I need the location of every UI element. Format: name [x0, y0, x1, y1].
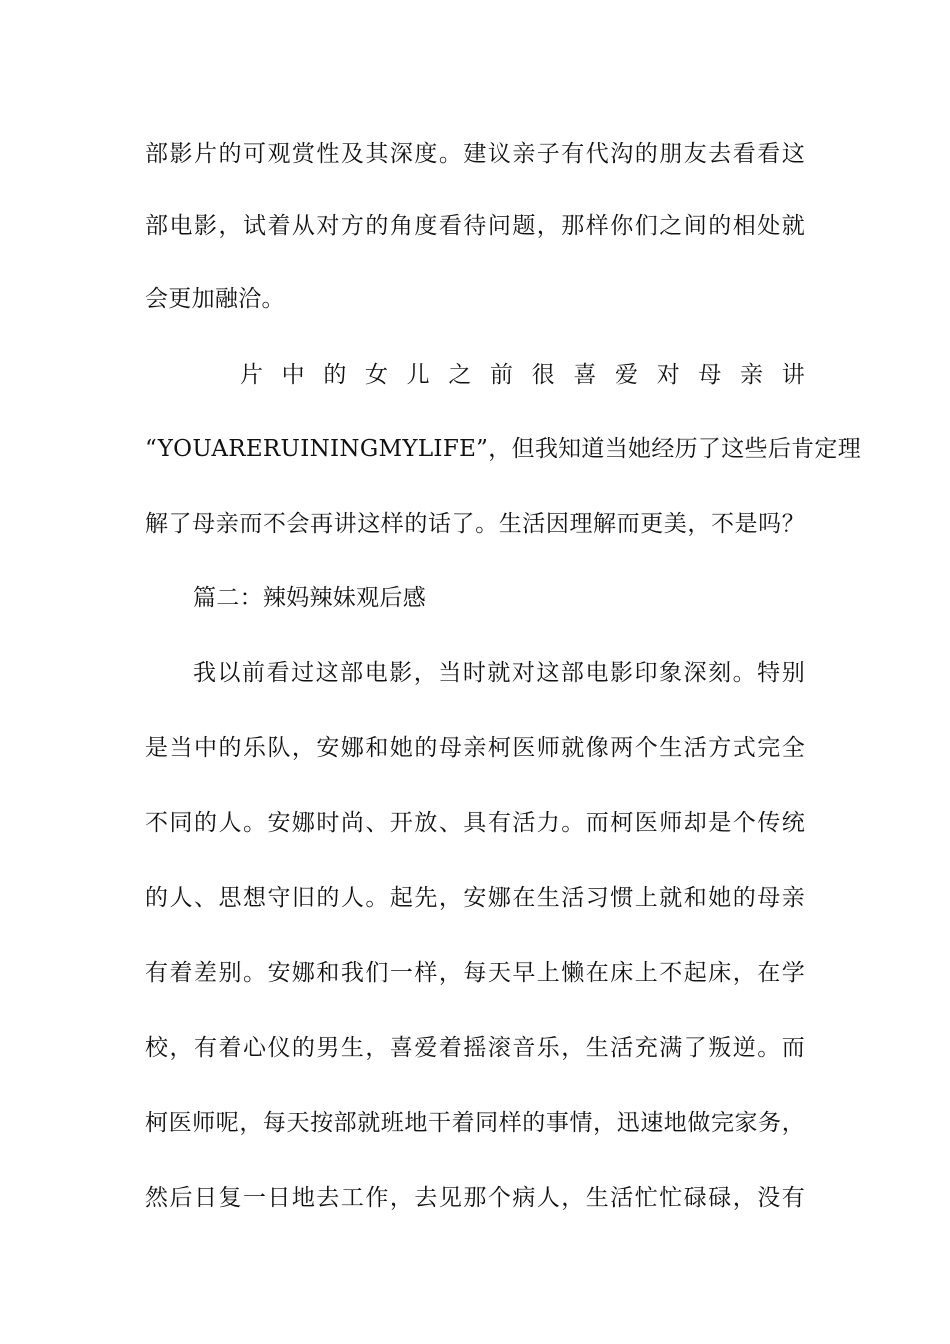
text-line-14: 柯医师呢，每天按部就班地干着同样的事情，迅速地做完家务， — [145, 1110, 805, 1136]
text-line-12: 有着差别。安娜和我们一样，每天早上懒在床上不起床，在学 — [145, 960, 805, 986]
section-heading: 篇二：辣妈辣妹观后感 — [193, 585, 426, 611]
text-line-11: 的人、思想守旧的人。起先，安娜在生活习惯上就和她的母亲 — [145, 885, 805, 911]
text-line-10: 不同的人。安娜时尚、开放、具有活力。而柯医师却是个传统 — [145, 810, 805, 836]
text-line-6: 解了母亲而不会再讲这样的话了。生活因理解而更美，不是吗？ — [145, 511, 805, 537]
text-line-9: 是当中的乐队，安娜和她的母亲柯医师就像两个生活方式完全 — [145, 735, 805, 761]
text-line-5: “YOUARERUININGMYLIFE”，但我知道当她经历了这些后肯定理 — [145, 436, 862, 462]
text-line-15: 然后日复一日地去工作，去见那个病人，生活忙忙碌碌，没有 — [145, 1185, 805, 1211]
text-line-4: 片中的女儿之前很喜爱对母亲讲 — [240, 362, 805, 388]
text-line-13: 校，有着心仪的男生，喜爱着摇滚音乐，生活充满了叛逆。而 — [145, 1035, 805, 1061]
text-line-1: 部影片的可观赏性及其深度。建议亲子有代沟的朋友去看看这 — [145, 141, 805, 167]
text-line-3: 会更加融洽。 — [145, 286, 285, 312]
text-line-2: 部电影，试着从对方的角度看待问题，那样你们之间的相处就 — [145, 213, 805, 239]
text-line-8: 我以前看过这部电影，当时就对这部电影印象深刻。特别 — [193, 660, 805, 686]
